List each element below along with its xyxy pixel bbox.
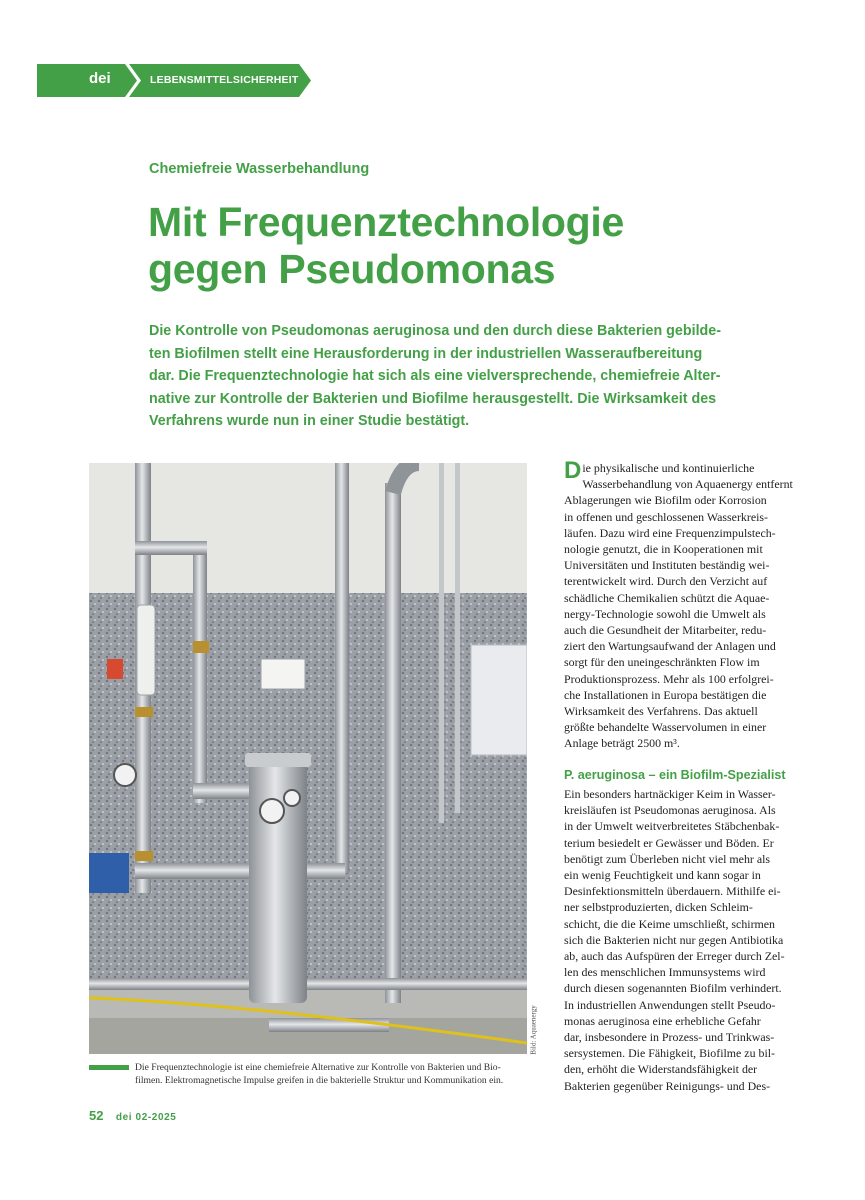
body-line: che Installationen in Europa bestätigen die: [564, 687, 767, 702]
pipe-installation-illustration: [89, 463, 527, 1054]
body-line: ie physikalische und kontinuierliche: [582, 461, 755, 475]
body-line: Wasserbehandlung von Aquaenergy entfernt: [582, 477, 793, 492]
article-headline: [148, 199, 788, 293]
body-line: ziert den Wartungsaufwand der Anlagen und: [564, 639, 776, 654]
body-line: auch die Gesundheit der Mitarbeiter, redu-: [564, 623, 767, 638]
body-line: läufen. Dazu wird eine Frequenzimpulstech-: [564, 525, 776, 540]
body-line: Desinfektionsmitteln überdauern. Mithilfe ei-: [564, 884, 781, 899]
body-line: terentwickelt wird. Durch den Verzicht auf: [564, 574, 768, 589]
lead-line: dar. Die Frequenztechnologie hat sich als eine vielversprechende, chemiefreie Alter-: [149, 368, 721, 384]
body-line: durch diesen sogenannten Biofilm verhindert.: [564, 981, 782, 996]
photo-credit: [529, 1005, 539, 1056]
body-line: terium besiedelt er Gewässer und Böden. Er: [564, 835, 774, 850]
body-line: ein wenig Feuchtigkeit und kann sogar in: [564, 868, 761, 883]
body-line: Produktionsprozess. Mehr als 100 erfolgrei-: [564, 671, 774, 686]
page-number: 52: [89, 1108, 104, 1123]
body-line: kreisläufen ist Pseudomonas aeruginosa. Als: [564, 803, 776, 818]
body-line: monas aeruginosa eine erhebliche Gefahr: [564, 1013, 761, 1028]
body-line: schädliche Chemikalien schützt die Aquae-: [564, 590, 770, 605]
body-line: in offenen und geschlossenen Wasserkreis-: [564, 509, 768, 524]
body-line: Ein besonders hartnäckiger Keim in Wasser-: [564, 787, 776, 801]
article-kicker: Chemiefreie Wasserbehandlung: [149, 161, 370, 177]
lead-line: ten Biofilmen stellt eine Herausforderung in der industriellen Wasseraufbereitung: [149, 345, 703, 362]
dropcap: D: [564, 457, 582, 484]
body-line: dar, insbesondere in Prozess- und Trinkwas-: [564, 1030, 775, 1045]
caption-line: Die Frequenztechnologie ist eine chemiefreie Alternative zur Kontrolle von Bakterien und Bio-: [135, 1062, 501, 1073]
body-line: größte behandelte Wasservolumen in einer: [564, 720, 767, 735]
caption-marker: [89, 1065, 129, 1070]
lead-line: native zur Kontrolle der Bakterien und Biofilme herausgestellt. Die Wirksamkeit des: [149, 390, 717, 407]
section-label: LEBENSMITTELSICHERHEIT: [150, 74, 299, 86]
body-line: sorgt für den uneingeschränkten Flow im: [564, 655, 760, 670]
body-line: nergy-Technologie sowohl die Umwelt als: [564, 606, 766, 621]
lead-line: Die Kontrolle von Pseudomonas aeruginosa und den durch diese Bakterien gebilde-: [149, 323, 721, 339]
body-line: sich die Bakterien nicht nur gegen Antibiotika: [564, 932, 784, 947]
photo-credit-text: Bild: Aquaenergy: [529, 1005, 538, 1055]
body-paragraph-2: [564, 786, 804, 1094]
article-lead: [149, 320, 729, 433]
lead-line: Verfahrens wurde nun in einer Studie bestätigt.: [149, 413, 470, 429]
photo-caption: [135, 1062, 535, 1087]
body-line: Bakterien gegenüber Reinigungs- und Des-: [564, 1078, 771, 1093]
page-footer: [89, 1107, 176, 1125]
article-photo: [89, 463, 527, 1054]
section-tag: [37, 64, 312, 97]
body-line: len des menschlichen Immunsystems wird: [564, 965, 766, 980]
body-paragraph-1: [564, 457, 804, 752]
headline-line: gegen Pseudomonas: [148, 246, 556, 292]
headline-line: Mit Frequenztechnologie: [148, 199, 624, 245]
caption-line: filmen. Elektromagnetische Impulse greifen in die bakterielle Struktur und Kommunikation ein.: [135, 1074, 504, 1086]
body-line: In industriellen Anwendungen stellt Pseudo-: [564, 997, 776, 1012]
body-line: nologie genutzt, die in Kooperationen mit: [564, 542, 763, 557]
issue-label: dei 02-2025: [115, 1112, 177, 1123]
body-line: ab, auch das Aufspüren der Erreger durch Zel-: [564, 949, 785, 964]
body-line: schicht, die die Keime umschließt, schirmen: [564, 916, 776, 931]
body-line: ner selbstproduzierten, dicken Schleim-: [564, 900, 753, 915]
body-line: benötigt zum Überleben nicht viel mehr als: [564, 851, 771, 866]
body-line: Ablagerungen wie Biofilm oder Korrosion: [564, 493, 767, 508]
body-line: den, erhöht die Widerstandsfähigkeit der: [564, 1062, 758, 1077]
body-line: sersystemen. Die Fähigkeit, Biofilme zu bil-: [564, 1046, 776, 1061]
body-line: Wirksamkeit des Verfahrens. Das aktuell: [564, 704, 758, 719]
body-line: Anlage beträgt 2500 m³.: [564, 736, 680, 751]
body-line: in der Umwelt weitverbreitetes Stäbchenbak-: [564, 819, 780, 834]
body-subhead: P. aeruginosa – ein Biofilm-Spezialist: [564, 768, 786, 782]
body-line: Universitäten und Instituten beständig wei-: [564, 558, 770, 573]
brand-label: dei: [89, 70, 111, 87]
